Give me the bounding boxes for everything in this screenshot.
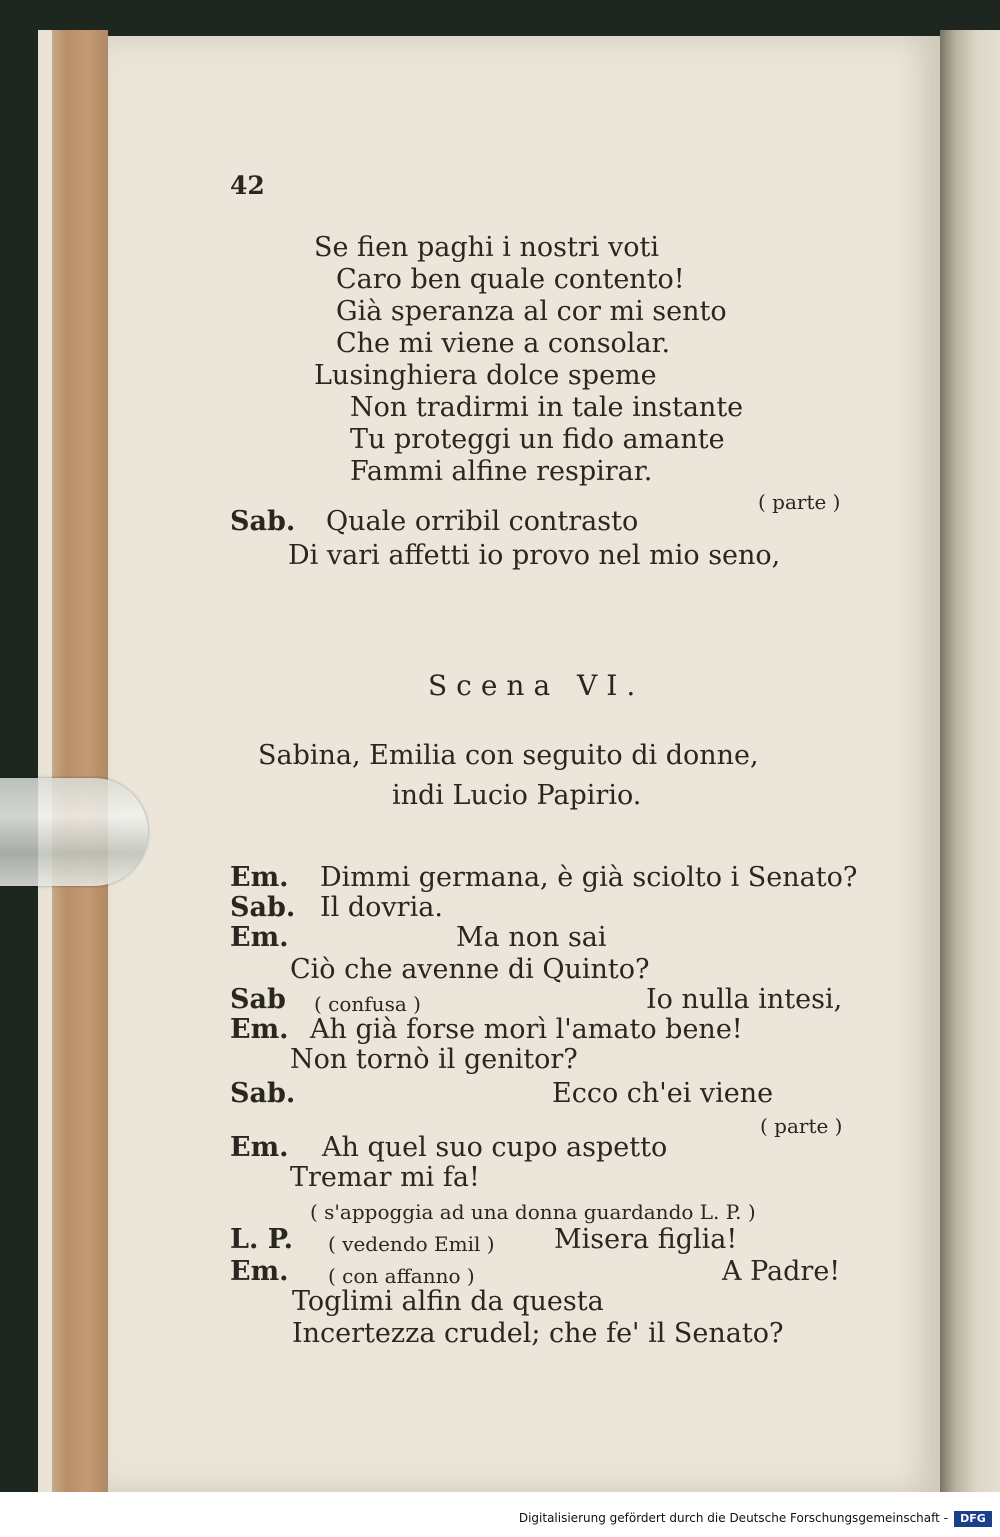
footer-bar xyxy=(0,1492,1000,1537)
verse-line: Lusinghiera dolce speme xyxy=(314,360,657,391)
footer-credit: Digitalisierung gefördert durch die Deutsche Forschungsgemeinschaft - xyxy=(518,1511,948,1525)
verse-line: Già speranza al cor mi sento xyxy=(336,296,727,327)
cast-list: indi Lucio Papirio. xyxy=(392,780,642,811)
stage-direction: ( confusa ) xyxy=(314,992,421,1016)
stage-direction: ( s'appoggia ad una donna guardando L. P. ) xyxy=(310,1200,756,1224)
dialogue-line: Dimmi germana, è già sciolto i Senato? xyxy=(320,862,858,893)
dialogue-line: Io nulla intesi, xyxy=(646,984,843,1015)
speaker-label: Sab xyxy=(230,984,286,1015)
dialogue-line: Tremar mi fa! xyxy=(290,1162,480,1193)
dialogue-line: Di vari affetti io provo nel mio seno, xyxy=(288,540,781,571)
book-gutter xyxy=(940,30,1000,1492)
stage-direction: ( con affanno ) xyxy=(328,1264,475,1288)
verse-line: Se fien paghi i nostri voti xyxy=(314,232,659,263)
dialogue-line: Toglimi alfin da questa xyxy=(292,1286,604,1317)
dialogue-line: Non tornò il genitor? xyxy=(290,1044,578,1075)
speaker-label: Sab. xyxy=(230,892,296,923)
speaker-label: Sab. xyxy=(230,1078,296,1109)
speaker-label: Em. xyxy=(230,1014,289,1045)
verse-line: Fammi alfine respirar. xyxy=(350,456,653,487)
dialogue-line: Ah quel suo cupo aspetto xyxy=(322,1132,668,1163)
dialogue-line: Ma non sai xyxy=(456,922,607,953)
dialogue-line: Incertezza crudel; che fe' il Senato? xyxy=(292,1318,784,1349)
dialogue-line: Misera figlia! xyxy=(554,1224,738,1255)
verse-line: Tu proteggi un fido amante xyxy=(350,424,725,455)
scene-title: Scena VI. xyxy=(428,669,645,702)
dialogue-line: Ecco ch'ei viene xyxy=(552,1078,774,1109)
page-number: 42 xyxy=(230,171,265,200)
verse-line: Che mi viene a consolar. xyxy=(336,328,671,359)
dialogue-line: Quale orribil contrasto xyxy=(326,506,639,537)
verse-line: Caro ben quale contento! xyxy=(336,264,685,295)
dfg-logo: DFG xyxy=(954,1511,992,1527)
page-holder-clip xyxy=(0,778,148,886)
stage-direction-parte: ( parte ) xyxy=(758,490,841,514)
speaker-label: L. P. xyxy=(230,1224,294,1255)
speaker-label: Em. xyxy=(230,922,289,953)
verse-line: Non tradirmi in tale instante xyxy=(350,392,744,423)
speaker-label: Em. xyxy=(230,862,289,893)
dialogue-line: Ciò che avenne di Quinto? xyxy=(290,954,650,985)
cast-list: Sabina, Emilia con seguito di donne, xyxy=(258,740,759,771)
stage-direction-parte: ( parte ) xyxy=(760,1114,843,1138)
book-page-edge-strip xyxy=(38,30,52,1492)
dialogue-line: A Padre! xyxy=(722,1256,841,1287)
stage-direction: ( vedendo Emil ) xyxy=(328,1232,495,1256)
speaker-label: Em. xyxy=(230,1132,289,1163)
speaker-label: Sab. xyxy=(230,506,296,537)
dialogue-line: Ah già forse morì l'amato bene! xyxy=(310,1014,743,1045)
dialogue-line: Il dovria. xyxy=(320,892,443,923)
speaker-label: Em. xyxy=(230,1256,289,1287)
